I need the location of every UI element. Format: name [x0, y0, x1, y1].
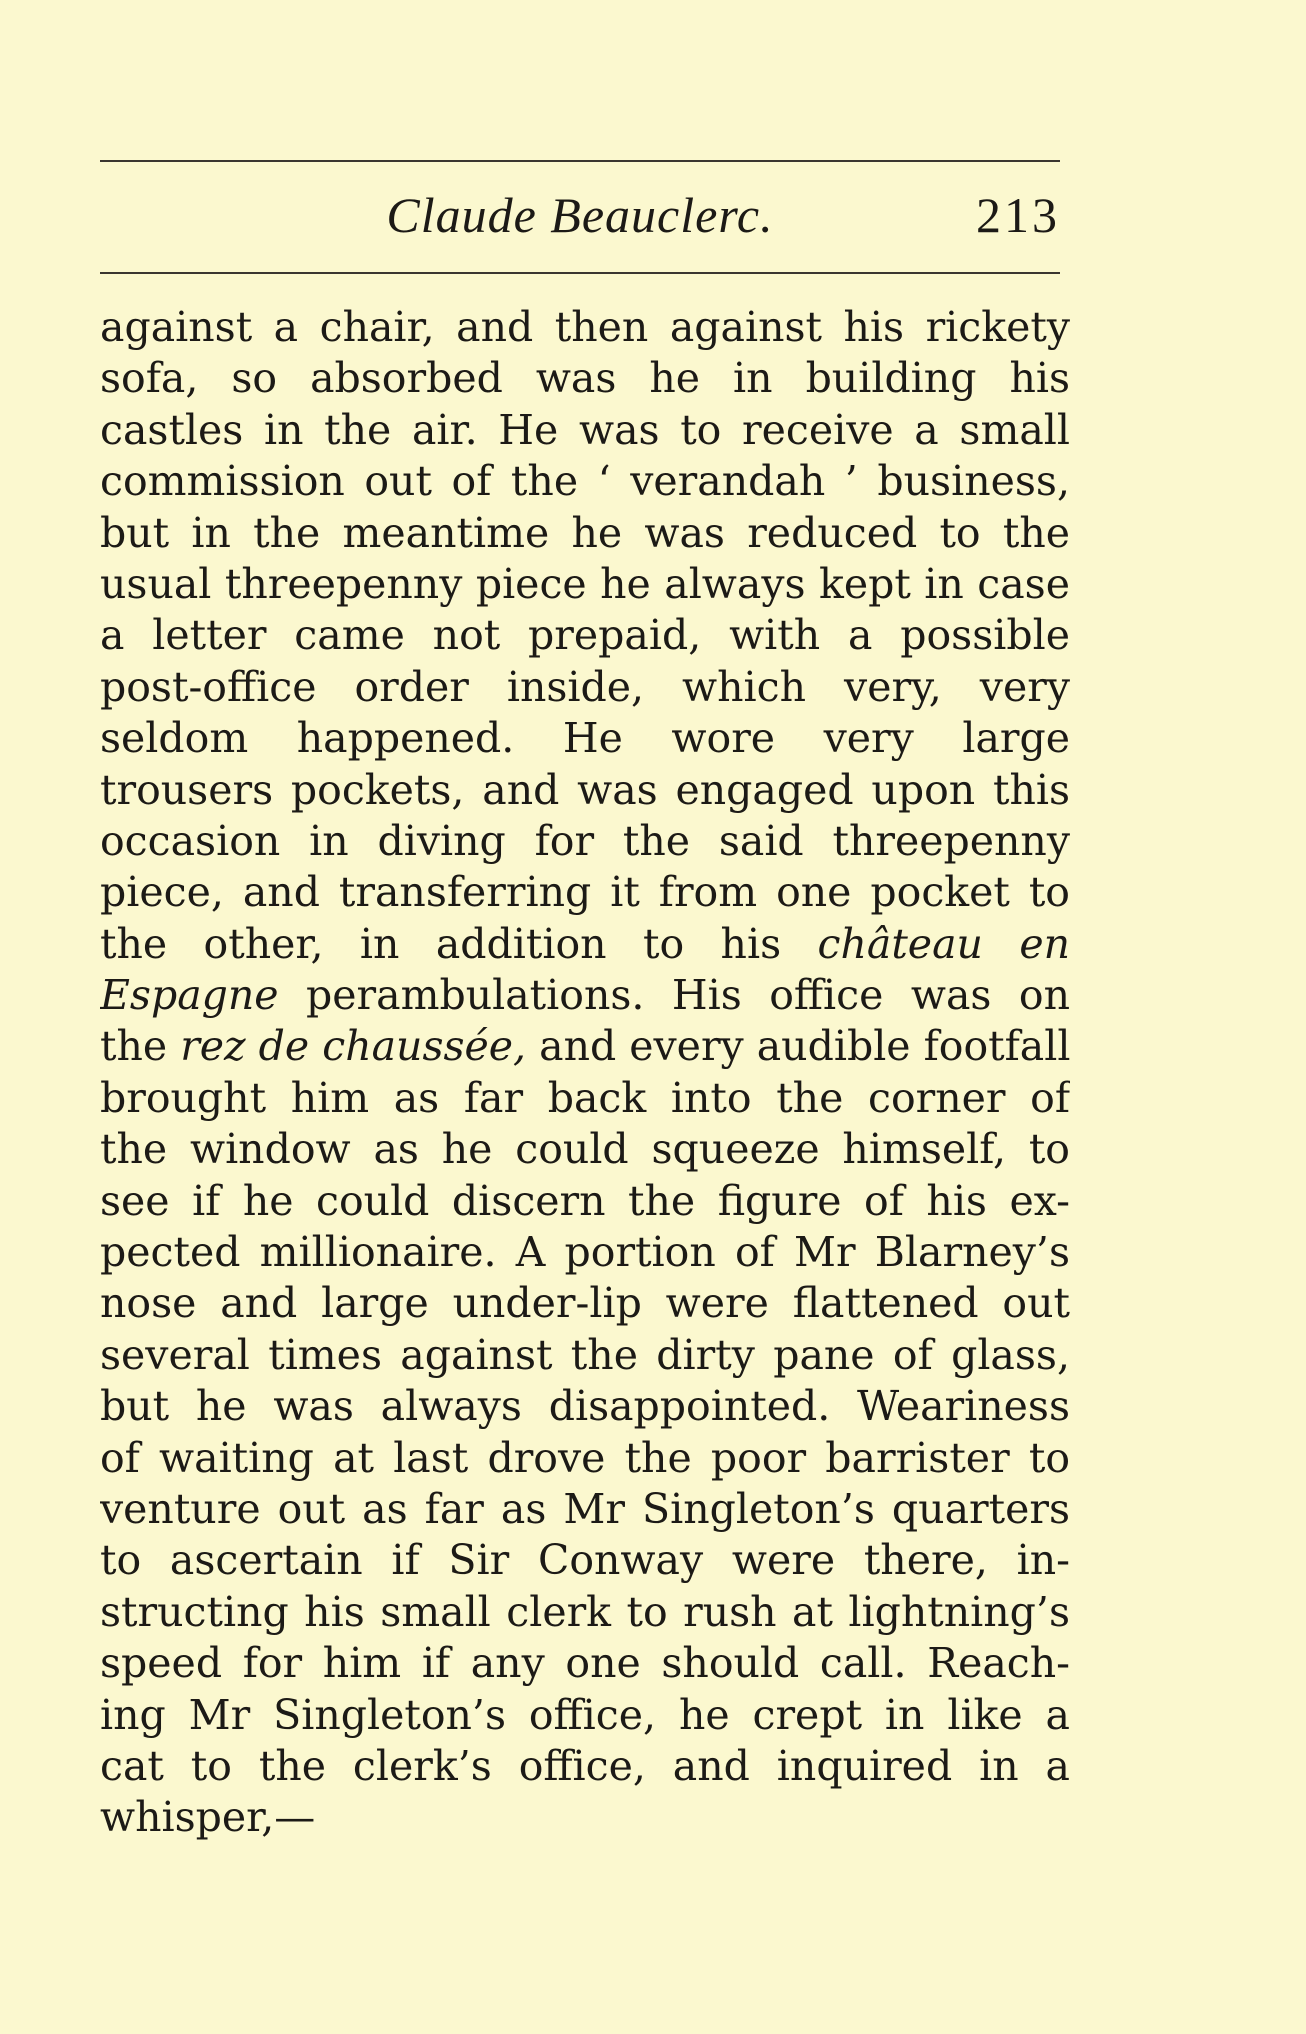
text-segment: cat to the clerk’s office, and inquired in a	[100, 1741, 1070, 1790]
text-segment: post-office order inside, which very, very	[100, 662, 1070, 711]
text-segment: the window as he could squeeze himself, to	[100, 1125, 1070, 1174]
text-line	[100, 1227, 1070, 1278]
italic-text: rez de chaussée,	[180, 1022, 527, 1071]
text-segment: the other, in addition to his	[100, 919, 818, 968]
text-segment: structing his small clerk to rush at lightning’s	[100, 1587, 1070, 1636]
text-segment: see if he could discern the figure of his ex-	[100, 1176, 1070, 1225]
text-line	[100, 1535, 1070, 1586]
text-segment: to ascertain if Sir Conway were there, in-	[100, 1536, 1070, 1585]
italic-text: Espagne	[100, 971, 279, 1020]
text-segment: but he was always disappointed. Weariness	[100, 1382, 1070, 1431]
text-line	[100, 1690, 1070, 1741]
running-head	[100, 180, 1060, 250]
text-segment: usual threepenny piece he always kept in case	[100, 559, 1070, 608]
text-line	[100, 1741, 1070, 1792]
text-segment: nose and large under-lip were flattened out	[100, 1279, 1070, 1328]
text-segment: whisper,—	[100, 1793, 316, 1842]
header-top-rule	[100, 160, 1060, 162]
body-text	[100, 302, 1070, 1844]
text-line	[100, 1073, 1070, 1124]
text-line	[100, 1021, 1070, 1072]
text-segment: sofa, so absorbed was he in building his	[100, 354, 1070, 403]
text-segment: but in the meantime he was reduced to the	[100, 508, 1070, 557]
text-segment: venture out as far as Mr Singleton’s quarters	[100, 1484, 1070, 1533]
text-segment: speed for him if any one should call. Reach-	[100, 1639, 1070, 1688]
text-line	[100, 970, 1070, 1021]
text-line	[100, 1587, 1070, 1638]
text-line	[100, 1381, 1070, 1432]
text-line	[100, 662, 1070, 713]
text-segment: the	[100, 1022, 181, 1071]
text-line	[100, 1792, 1070, 1843]
text-line	[100, 1484, 1070, 1535]
text-line	[100, 1278, 1070, 1329]
text-segment: castles in the air. He was to receive a small	[100, 405, 1070, 454]
text-segment: perambulations. His office was on	[278, 971, 1070, 1020]
text-line	[100, 1330, 1070, 1381]
text-segment: occasion in diving for the said threepenny	[100, 816, 1070, 865]
text-line	[100, 456, 1070, 507]
text-line	[100, 816, 1070, 867]
text-segment: several times against the dirty pane of glass,	[100, 1330, 1070, 1379]
text-line	[100, 405, 1070, 456]
header-bottom-rule	[100, 272, 1060, 274]
text-segment: a letter came not prepaid, with a possible	[100, 611, 1070, 660]
text-segment: against a chair, and then against his rickety	[100, 303, 1070, 351]
text-line	[100, 508, 1070, 559]
text-line	[100, 353, 1070, 404]
text-segment: piece, and transferring it from one pocket to	[100, 868, 1070, 917]
text-line	[100, 713, 1070, 764]
text-segment: and every audible footfall	[526, 1022, 1070, 1071]
text-line	[100, 302, 1070, 353]
text-line	[100, 1124, 1070, 1175]
text-segment: pected millionaire. A portion of Mr Blarney’s	[100, 1228, 1070, 1277]
text-line	[100, 765, 1070, 816]
text-segment: trousers pockets, and was engaged upon this	[100, 765, 1070, 814]
text-segment: brought him as far back into the corner of	[100, 1073, 1070, 1122]
text-line	[100, 1433, 1070, 1484]
text-segment: commission out of the ‘ verandah ’ business,	[100, 457, 1070, 506]
page-number: 213	[976, 187, 1060, 243]
text-line	[100, 919, 1070, 970]
text-line	[100, 610, 1070, 661]
italic-text: château en	[817, 919, 1070, 968]
text-line	[100, 1176, 1070, 1227]
text-line	[100, 867, 1070, 918]
text-line	[100, 1638, 1070, 1689]
running-title: Claude Beauclerc.	[386, 187, 774, 243]
text-line	[100, 559, 1070, 610]
text-segment: of waiting at last drove the poor barrister to	[100, 1433, 1070, 1482]
text-segment: ing Mr Singleton’s office, he crept in like a	[100, 1690, 1070, 1739]
text-segment: seldom happened. He wore very large	[100, 714, 1070, 763]
